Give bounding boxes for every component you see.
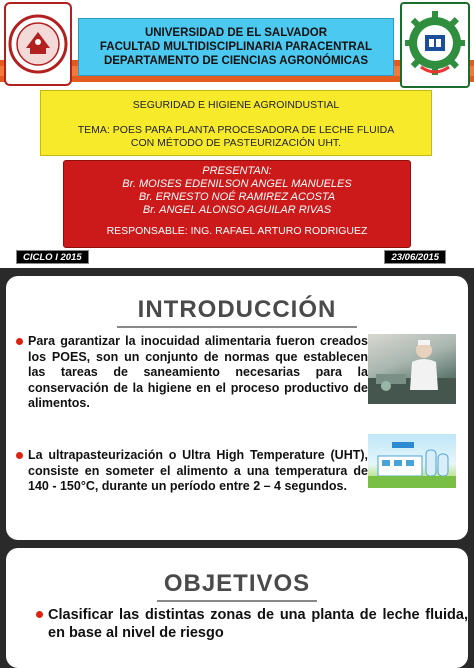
presenter-name: Br. ERNESTO NOÉ RAMIREZ ACOSTA [138, 191, 336, 203]
bullet-text: La ultrapasteurización o Ultra High Temperature (UHT), consiste en someter el alimento a una temperatura de 140 - 150°C, durante un período entre 2 – 4 segundos. [28, 448, 368, 493]
objectives-slide [6, 548, 468, 668]
bullet-icon [16, 338, 23, 345]
slide-title: OBJETIVOS [163, 570, 311, 597]
lab-worker-photo [368, 334, 456, 404]
responsible-line: RESPONSABLE: ING. RAFAEL ARTURO RODRIGUEZ [106, 225, 368, 237]
presenters-box [63, 160, 411, 248]
bullet-icon [36, 611, 43, 618]
topic-line-1: TEMA: POES PARA PLANTA PROCESADORA DE LECHE FLUIDA [77, 124, 395, 136]
factory-icon [368, 434, 456, 488]
faculty-name: FACULTAD MULTIDISCIPLINARIA PARACENTRAL [99, 41, 373, 53]
slide-title: INTRODUCCIÓN [137, 296, 337, 323]
date-tag: 23/06/2015 [384, 250, 446, 264]
bullet-text: Clasificar las distintas zonas de una planta de leche fluida, en base al nivel de riesgo [48, 607, 468, 641]
cycle-tag: CICLO I 2015 [16, 250, 89, 264]
introduction-slide [6, 276, 468, 540]
list-item [28, 448, 368, 495]
list-item [28, 334, 368, 412]
topic-box [40, 90, 432, 156]
seal-icon [8, 14, 68, 74]
topic-line-2: CON MÉTODO DE PASTEURIZACIÓN UHT. [130, 137, 342, 149]
subject-title: SEGURIDAD E HIGIENE AGROINDUSTIAL [132, 99, 340, 111]
presenters-label: PRESENTAN: [202, 165, 272, 177]
university-name: UNIVERSIDAD DE EL SALVADOR [144, 27, 328, 39]
bullet-text: Para garantizar la inocuidad alimentaria fueron creados los POES, son un conjunto de normas que establecen las tareas de saneamiento necesarias para la conservación de la higiene en el proceso productivo de alimentos. [28, 334, 368, 410]
title-slide [0, 0, 474, 268]
title-underline [117, 326, 357, 328]
presenter-name: Br. ANGEL ALONSO AGUILAR RIVAS [142, 204, 332, 216]
list-item [48, 606, 468, 642]
uht-plant-illustration [368, 434, 456, 488]
institution-box [78, 18, 394, 76]
worker-figure-icon [368, 334, 456, 404]
gear-emblem-icon [403, 7, 467, 83]
faculty-logo [400, 2, 470, 88]
university-seal-logo [4, 2, 72, 86]
presenter-name: Br. MOISES EDENILSON ANGEL MANUELES [122, 178, 352, 190]
department-name: DEPARTAMENTO DE CIENCIAS AGRONÓMICAS [103, 55, 369, 67]
bullet-icon [16, 452, 23, 459]
title-underline [157, 600, 317, 602]
